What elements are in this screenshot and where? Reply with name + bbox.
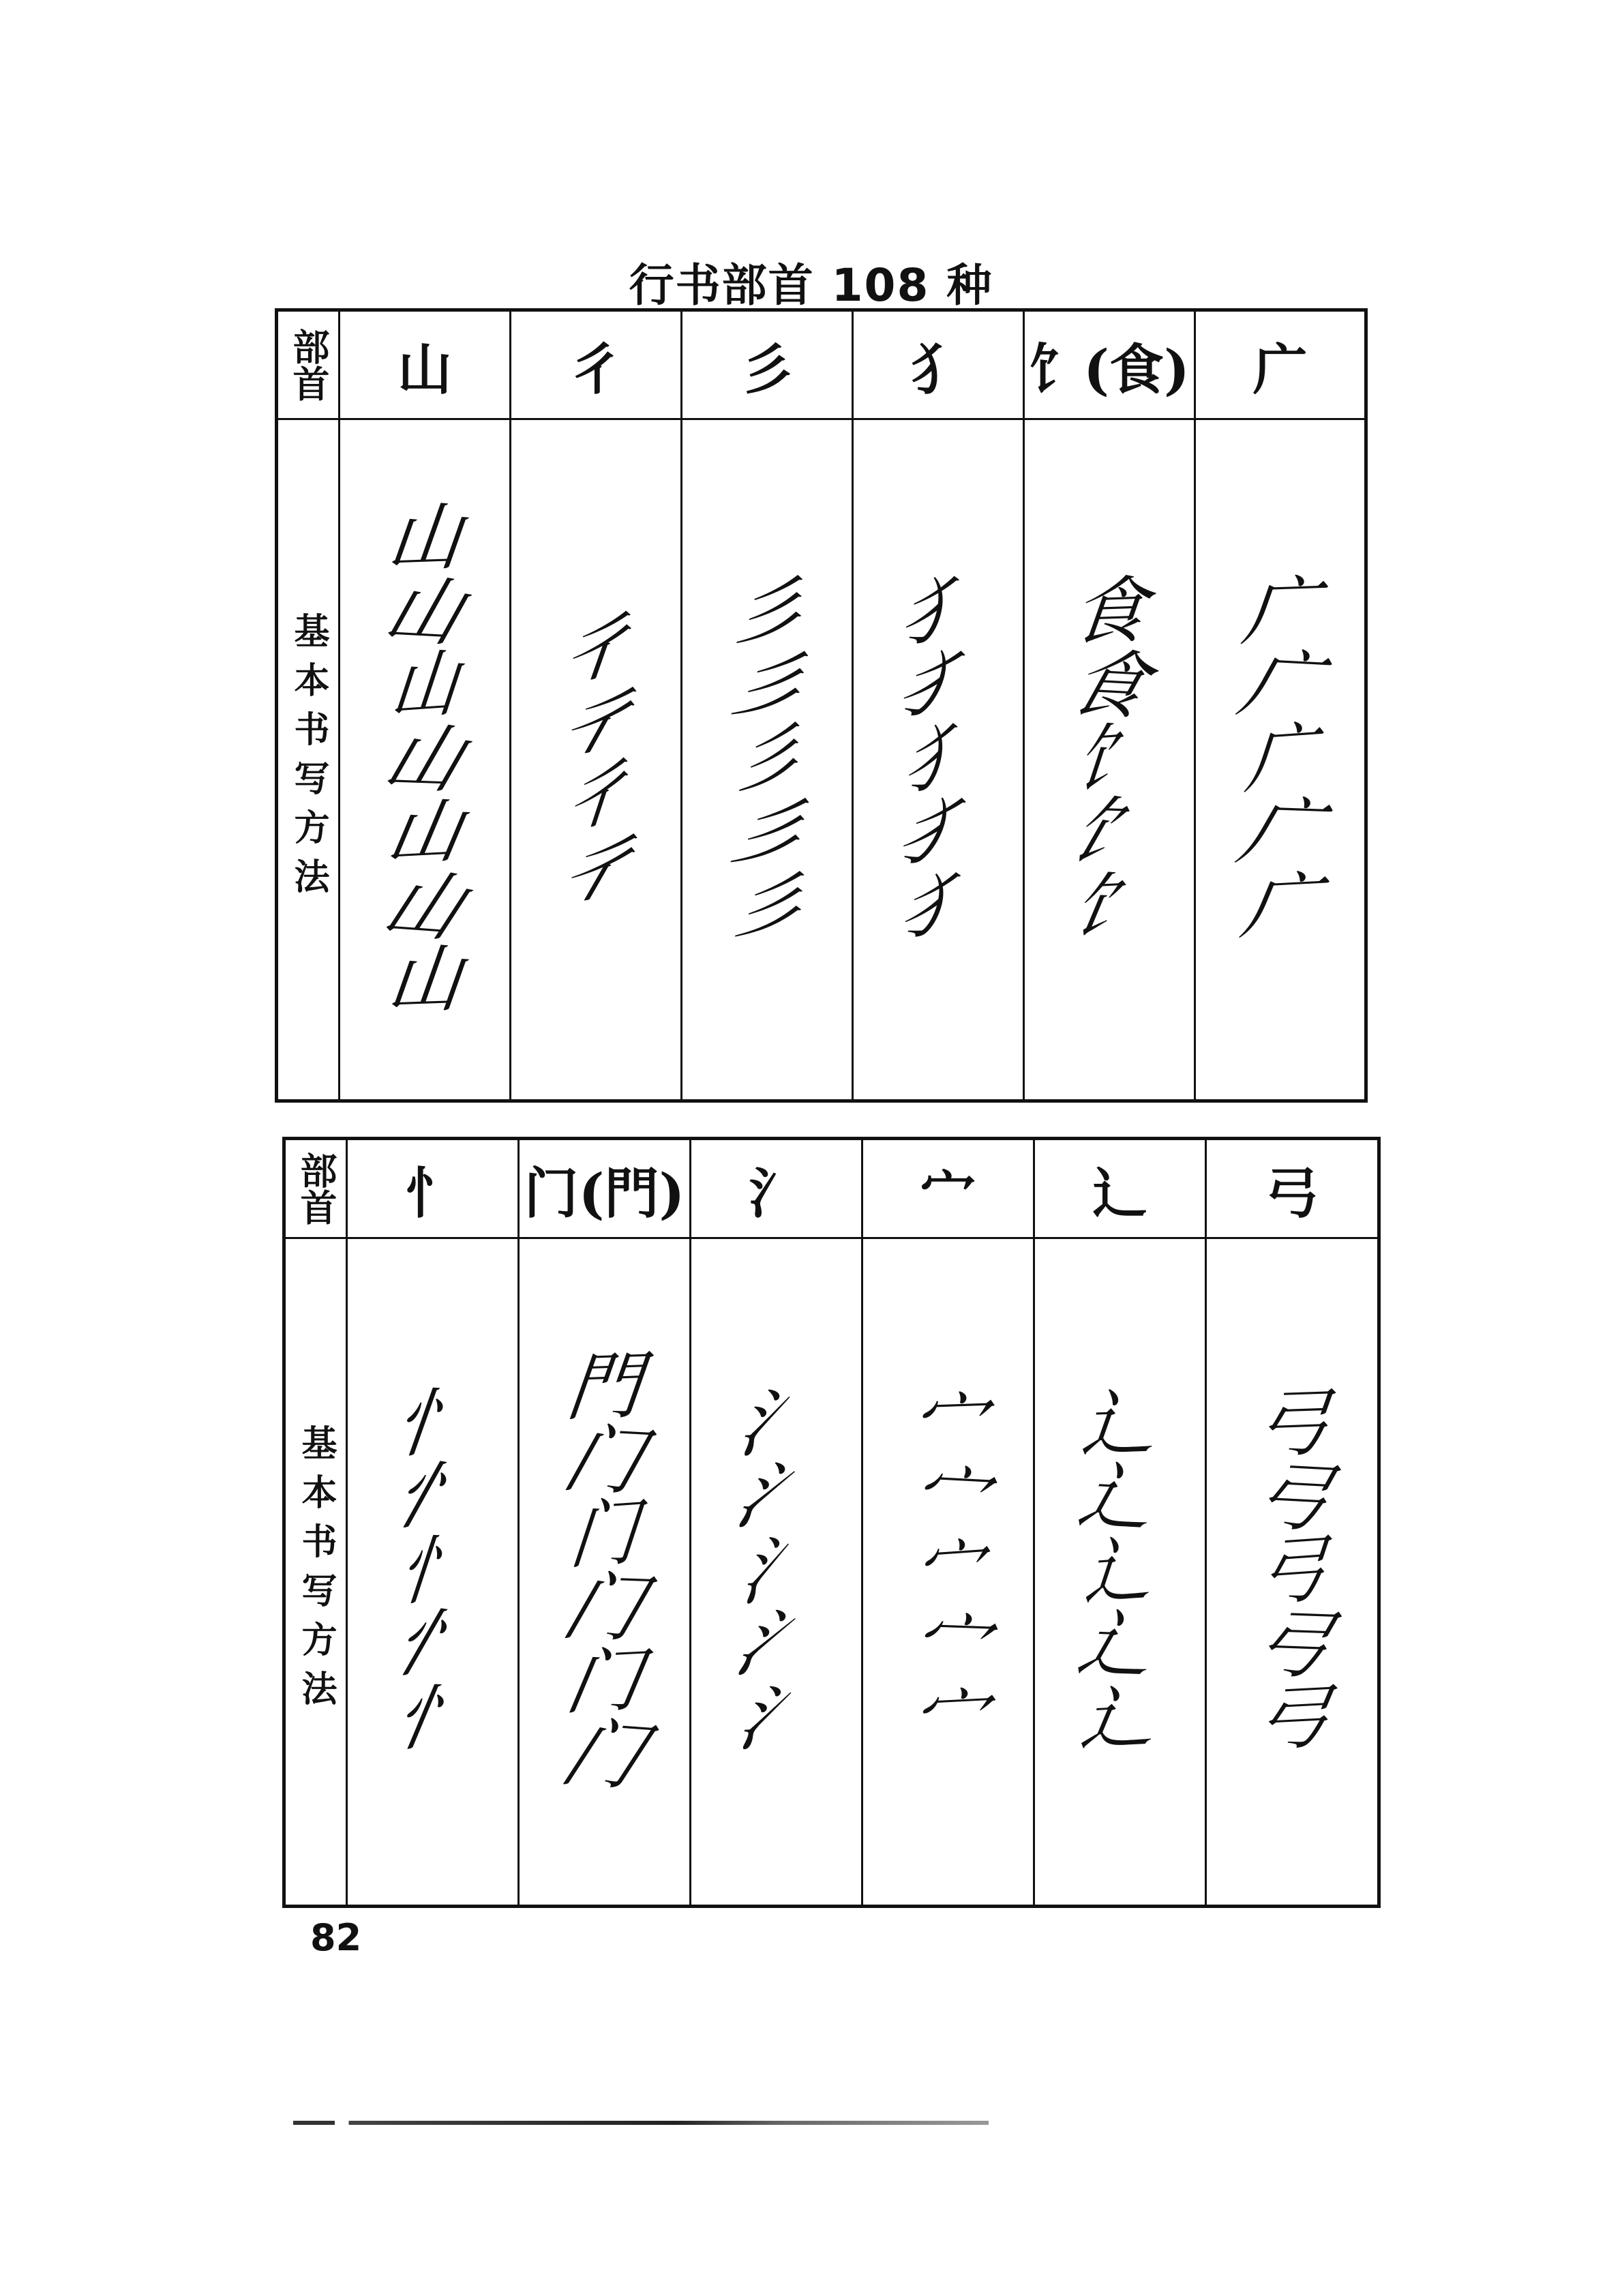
- handwritten-variant: 宀: [899, 1453, 997, 1542]
- handwritten-variant: 忄: [383, 1453, 482, 1542]
- radical-cell: [347, 1139, 519, 1238]
- variants-cell: [1206, 1238, 1379, 1907]
- variants-cell: [347, 1238, 519, 1907]
- variants-column: [682, 568, 852, 949]
- handwritten-variant: 彡: [723, 864, 811, 949]
- handwritten-variant: 辶: [1076, 1676, 1164, 1761]
- variants-cell: [1024, 419, 1195, 1101]
- radical-label-cell: [284, 1139, 347, 1238]
- handwritten-variant: 饣: [1066, 864, 1154, 949]
- radical-cell: [862, 1139, 1034, 1238]
- variants-cell: [853, 419, 1024, 1101]
- handwritten-variant: 忄: [391, 1380, 475, 1468]
- handwritten-variant: 广: [1242, 714, 1319, 805]
- radical-label: 部首: [295, 1152, 337, 1225]
- radical-alt-form: (門): [578, 1161, 685, 1225]
- handwritten-variant: 广: [1230, 789, 1331, 877]
- handwritten-variant: 忄: [394, 1526, 471, 1617]
- handwritten-variant: 氵: [727, 1453, 826, 1542]
- variants-cell: [1195, 419, 1366, 1101]
- variants-column: [863, 1380, 1033, 1761]
- radical-table-1: [275, 308, 1368, 1103]
- handwritten-variant: 犭: [889, 641, 988, 730]
- radical-header-row: [277, 310, 1366, 419]
- handwritten-variant: 彡: [725, 568, 809, 656]
- variants-cell: [682, 419, 853, 1101]
- radical-cell: [340, 310, 511, 419]
- handwritten-variant: 山: [374, 715, 475, 803]
- radical-char: 辶: [1092, 1161, 1147, 1225]
- handwritten-variant: 彡: [717, 789, 817, 877]
- radical-char: 饣: [1029, 337, 1084, 402]
- handwritten-variant: 广: [1231, 641, 1330, 730]
- handwritten-variant: 山: [376, 567, 475, 657]
- radical-cell: [682, 310, 853, 419]
- handwritten-variant: 山: [383, 936, 466, 1024]
- writing-method-row: [277, 419, 1366, 1101]
- page-title: 行书部首 108 种: [629, 259, 993, 312]
- handwritten-variant: 忄: [389, 1676, 477, 1761]
- method-label-cell: [277, 419, 340, 1101]
- radical-cell: [853, 310, 1024, 419]
- radical-char: 广: [1252, 337, 1308, 402]
- variants-cell: [519, 1238, 691, 1907]
- handwritten-variant: 彳: [554, 605, 637, 693]
- handwritten-variant: 宀: [906, 1380, 990, 1468]
- handwritten-variant: 弓: [1254, 1526, 1330, 1617]
- handwritten-variant: 门: [566, 1489, 643, 1580]
- handwritten-variant: 宀: [904, 1676, 992, 1761]
- radical-cell: [511, 310, 682, 419]
- variants-column: [520, 1343, 689, 1801]
- handwritten-variant: 門: [562, 1343, 646, 1431]
- handwritten-variant: 氵: [734, 1380, 818, 1468]
- handwritten-variant: 山: [372, 861, 478, 952]
- handwritten-variant: 广: [1236, 864, 1324, 949]
- variants-column: [1207, 1380, 1377, 1761]
- handwritten-variant: 弓: [1248, 1676, 1336, 1761]
- radical-cell: [1206, 1139, 1379, 1238]
- method-label-cell: [284, 1238, 347, 1907]
- handwritten-variant: 山: [381, 790, 469, 876]
- handwritten-variant: 氵: [738, 1526, 815, 1617]
- writing-method-row: [284, 1238, 1379, 1907]
- handwritten-variant: 彡: [729, 714, 805, 805]
- handwritten-variant: 宀: [910, 1526, 987, 1617]
- variants-column: [1025, 568, 1194, 949]
- handwritten-variant: 彡: [718, 641, 817, 730]
- handwritten-variant: 辶: [1078, 1380, 1162, 1468]
- page-number: 82: [310, 1916, 362, 1959]
- radical-alt-form: (食): [1083, 337, 1190, 402]
- handwritten-variant: 门: [554, 1564, 655, 1652]
- handwritten-variant: 氵: [732, 1676, 820, 1761]
- handwritten-variant: 犭: [888, 789, 989, 877]
- radical-char: 氵: [749, 1161, 804, 1225]
- radical-char: 弓: [1265, 1161, 1319, 1225]
- variants-column: [511, 605, 680, 914]
- radical-cell: [1024, 310, 1195, 419]
- radical-cell: [1195, 310, 1366, 419]
- handwritten-variant: 忄: [382, 1601, 483, 1689]
- handwritten-variant: 辶: [1081, 1526, 1158, 1617]
- variants-column: [340, 494, 509, 1024]
- radical-table-2: [282, 1137, 1381, 1908]
- handwritten-variant: 宀: [898, 1601, 999, 1689]
- radical-cell: [1034, 1139, 1206, 1238]
- handwritten-variant: 辶: [1070, 1453, 1169, 1542]
- variants-cell: [1034, 1238, 1206, 1907]
- scan-edge-rule: [293, 2121, 989, 2125]
- variants-cell: [691, 1238, 862, 1907]
- handwritten-variant: 氵: [726, 1601, 827, 1689]
- handwritten-variant: 食: [1068, 568, 1151, 656]
- handwritten-variant: 山: [387, 640, 463, 731]
- handwritten-variant: 彳: [558, 751, 634, 841]
- radical-char: 忄: [405, 1161, 460, 1225]
- radical-char: 门: [524, 1161, 579, 1225]
- radical-cell: [691, 1139, 862, 1238]
- radical-char: 彳: [569, 337, 623, 402]
- handwritten-variant: 彳: [545, 826, 646, 914]
- variants-column: [1035, 1380, 1205, 1761]
- variants-column: [1196, 568, 1364, 949]
- handwritten-variant: 广: [1238, 568, 1322, 656]
- radical-char: 宀: [920, 1161, 976, 1225]
- handwritten-variant: 饣: [1059, 789, 1160, 877]
- handwritten-variant: 弓: [1250, 1380, 1334, 1468]
- method-label: 基本书写方法: [288, 612, 329, 907]
- handwritten-variant: 犭: [900, 714, 976, 805]
- handwritten-variant: 弓: [1243, 1453, 1342, 1542]
- variants-cell: [511, 419, 682, 1101]
- variants-column: [854, 568, 1023, 949]
- variants-column: [691, 1380, 861, 1761]
- handwritten-variant: 犭: [895, 864, 982, 949]
- method-label: 基本书写方法: [295, 1425, 336, 1719]
- handwritten-variant: 饣: [1071, 714, 1147, 805]
- handwritten-variant: 门: [552, 1710, 657, 1801]
- radical-label-cell: [277, 310, 340, 419]
- radical-header-row: [284, 1139, 1379, 1238]
- handwritten-variant: 门: [555, 1416, 654, 1506]
- handwritten-variant: 食: [1060, 641, 1159, 730]
- handwritten-variant: 门: [560, 1639, 648, 1725]
- radical-char: 山: [397, 337, 452, 402]
- variants-cell: [862, 1238, 1034, 1907]
- handwritten-variant: 犭: [897, 568, 980, 656]
- handwritten-variant: 辶: [1070, 1601, 1171, 1689]
- radical-label: 部首: [287, 328, 330, 402]
- handwritten-variant: 弓: [1242, 1601, 1342, 1689]
- radical-cell: [519, 1139, 691, 1238]
- radical-char: 彡: [740, 337, 794, 402]
- radical-char: 犭: [911, 337, 965, 402]
- variants-column: [348, 1380, 517, 1761]
- handwritten-variant: 山: [383, 494, 466, 582]
- variants-cell: [340, 419, 511, 1101]
- handwritten-variant: 彳: [547, 678, 646, 767]
